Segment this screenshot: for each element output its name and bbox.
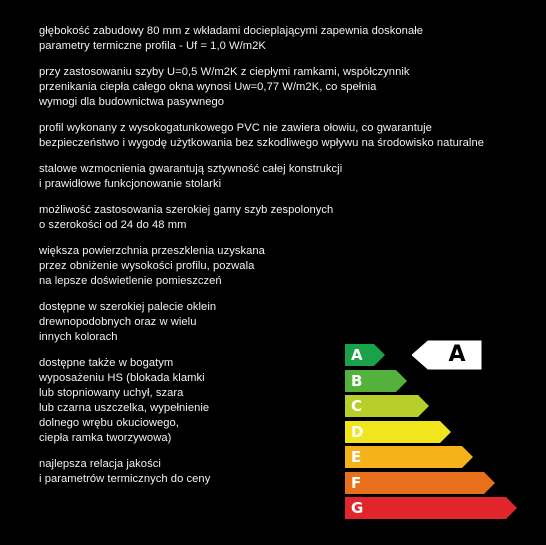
energy-efficiency-scale xyxy=(345,344,525,524)
energy-class-bar-c xyxy=(345,395,429,417)
energy-class-bar-f xyxy=(345,472,495,494)
energy-class-letter: F xyxy=(351,473,362,492)
energy-rating-letter: A xyxy=(448,342,466,367)
energy-rating-badge xyxy=(412,340,482,370)
energy-class-letter: A xyxy=(351,346,363,364)
energy-class-letter: E xyxy=(351,448,362,466)
energy-class-arrow-shape xyxy=(345,446,473,468)
feature-paragraph: profil wykonany z wysokogatunkowego PVC nie zawiera ołowiu, co gwarantuje bezpieczeństwo i wygodę użytkowania bez szkodliwego wpływu na środowisko naturalne xyxy=(39,122,485,149)
feature-paragraph: większa powierzchnia przeszklenia uzyskana przez obniżenie wysokości profilu, pozwala na lepsze doświetlenie pomieszczeń xyxy=(39,245,265,287)
feature-paragraph: głębokość zabudowy 80 mm z wkładami docieplającymi zapewnia doskonałe parametry termiczne profila - Uf = 1,0 W/m2K xyxy=(39,25,424,52)
energy-class-arrow-shape xyxy=(345,472,495,494)
feature-paragraph: dostępne w szerokiej palecie oklein drewnopodobnych oraz w wielu innych kolorach xyxy=(39,301,217,343)
feature-paragraph: najlepsza relacja jakości i parametrów termicznych do ceny xyxy=(39,458,211,485)
energy-class-bar-g xyxy=(345,497,517,519)
energy-class-bar-b xyxy=(345,370,407,392)
energy-class-bar-e xyxy=(345,446,473,468)
energy-class-bar-d xyxy=(345,421,451,443)
feature-paragraph: możliwość zastosowania szerokiej gamy szyb zespolonych o szerokości od 24 do 48 mm xyxy=(39,204,334,231)
energy-class-letter: B xyxy=(351,371,363,390)
feature-paragraph: stalowe wzmocnienia gwarantują sztywność całej konstrukcji i prawidłowe funkcjonowanie stolarki xyxy=(39,163,343,190)
energy-class-letter: G xyxy=(351,499,364,517)
feature-paragraph: dostępne także w bogatym wyposażeniu HS (blokada klamki lub stopniowany uchył, szara lub czarna uszczelka, wypełnienie dolnego wrębu okuciowego, ciepła ramka tworzywowa) xyxy=(39,357,210,444)
feature-paragraph: przy zastosowaniu szyby U=0,5 W/m2K z ciepłymi ramkami, współczynnik przenikania ciepła całego okna wynosi Uw=0,77 W/m2K, co spełnia wymogi dla budownictwa pasywnego xyxy=(39,66,410,108)
energy-class-letter: C xyxy=(351,397,363,415)
energy-class-bar-a xyxy=(345,344,385,366)
energy-class-arrow-shape xyxy=(345,497,517,519)
energy-class-letter: D xyxy=(351,422,364,441)
